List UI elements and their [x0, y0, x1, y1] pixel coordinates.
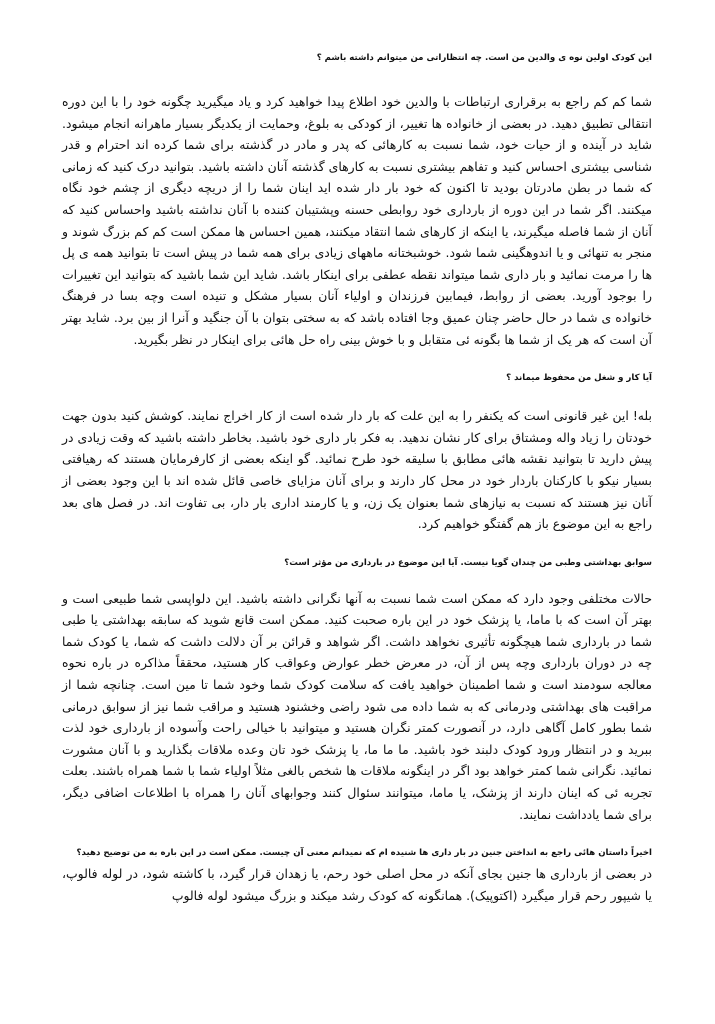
question-heading: این کودک اولین نوه ی والدین من است. چه انتظاراتی من میتوانم داشته باشم ؟: [316, 53, 652, 63]
answer-paragraph: در بعضی از بارداری ها جنین بجای آنکه در محل اصلی خود رحم، یا زهدان قرار گیرد، با کاشته شود، در لوله فالوپ، یا شیپور رحم قرار میگیرد (اکتوپیک). همانگونه که کودک رشد میکند و بزرگ میشود لوله فالوپ: [62, 866, 652, 903]
answer-paragraph: شما کم کم راجع به برقراری ارتباطات با والدین خود اطلاع پیدا خواهید کرد و یاد میگیرید چگونه خود را با این دوره انتقالی تطبیق دهید. در بعضی از خانواده ها تغییر، از کودکی به بلوغ، وحمایت از یکدیگر بسیار ماهرانه انجام میشود. شاید در آینده و از حیات خود، شما نسبت به کارهائی که پدر و مادر در گذشته برای شما کرده اند احترام و قدر شناسی بیشتری احساس کنید و تفاهم بیشتری نسبت به کارهای گذشته آنان داشته باشید. بتوانید درک کنید که زمانی که شما در بطن مادرتان بودید تا اکنون که خود بار دار شده اید اینان شما را از دریچه دیگری از چشم خود نگاه میکنند. اگر شما در این دوره از بارداری خود روابطی حسنه وپشتیبان کننده با آنان نداشته باشید واحساس کنید که آنان از شما فاصله میگیرند، یا اینکه از کارهای شما انتقاد میکنند، همین احساس ها ممکن است کم کم بزرگ شوند و منجر به تنهائی و یا اندوهگینی شما شود. خوشبختانه ماههای زیادی برای همه شما در پیش است تا بتوانید همه ی پل ها را مرمت نمائید و بار داری شما میتواند نقطه عطفی برای اینکار باشد. شاید این شما باشید که بتوانید این تغییرات را بوجود آورید. بعضی از روابط، فیمابین فرزندان و اولیاء آنان بسیار مشکل و تنیده است وچه بسا در فرهنگ خانواده ی شما در حال حاضر چنان عمیق وجا افتاده باشد که به سختی بتوان با آن جنگید و آنرا از بین برد. شاید بهتر آن است که هر یک از شما ها بگونه ئی متقابل و با خوش بینی راه حل هائی برای اینکار در نظر بگیرید.: [62, 94, 652, 347]
question-heading: اخیراً داستان هائی راجع به انداختن جنین در بار داری ها شنیده ام که نمیدانم معنی آن چیست. ممکن است در این باره به من توضیح دهید؟: [76, 848, 652, 859]
question-heading: آیا کار و شغل من محفوظ میماند ؟: [506, 373, 652, 384]
answer-paragraph: حالات مختلفی وجود دارد که ممکن است شما نسبت به آنها نگرانی داشته باشید. این دلواپسی شما طبیعی است و بهتر آن است که با ماما، یا پزشک خود در این باره صحبت کنید. ممکن است قانع شوید که سابقه بهداشتی یا طبی شما در بارداری شما هیچگونه تأثیری نخواهد داشت. اگر شواهد و قرائن بر آن دلالت داشت که شما، یا کودک شما چه در دوران بارداری وچه پس از آن، در معرض خطر عوارض وعواقب کار هستید، محققاً مذاکره در باره نحوه معالجه سودمند است و شما اطمینان خواهید یافت که سلامت کودک شما وخود شما تا مین است. چنانچه شما از مراقبت های بهداشتی ودرمانی که به شما داده می شود راضی وخشنود هستید و مراقب شما نیز از سوابق درمانی شما بطور کامل آگاهی دارد، در آنصورت کمتر نگران هستید و میتوانید با خیالی راحت وآسوده از بارداری خود لذت ببرید و در انتظار ورود کودک دلبند خود باشید. ما ما ما، یا پزشک خود تان وعده ملاقات بگذارید و با آنان مشورت نمائید. نگرانی شما کمتر خواهد بود اگر در اینگونه ملاقات ها شخص بالغی مثلاً اولیاء شما با شما همراه باشند. بعلت تجربه ئی که اینان دارند از پزشک، یا ماما، میتوانند سئوال کنند وجوابهای آنان را همراه با اطلاعات اضافی دیگر، برای شما یادداشت نمایند.: [62, 590, 652, 822]
question-heading: سوابق بهداشتی وطبی من چندان گویا نیست. آیا این موضوع در بارداری من مؤثر است؟: [284, 557, 652, 568]
answer-paragraph: بله! این غیر قانونی است که یکنفر را به این علت که بار دار شده است از کار اخراج نمایند. کوشش کنید بدون جهت خودتان را زیاد واله ومشتاق برای کار نشان ندهید. به فکر بار داری خود باشید. بخاطر داشته باشید که وقت زیادی در پیش دارید تا بتوانید نقشه هائی مطابق با سلیقه خود طرح نمائید. گو اینکه بعضی از کارفرمایان هستند که رهیافتی بسیار نیکو با کارکنان باردار خود در محل کار دارند و برای آنان مزایای خاصی قائل شده اند با این وجود بعضی از آنان نیز هستند که نسبت به نیازهای شما بعنوان یک زن، و یا کارمند اداری بار دار، بی تفاوت اند. در فصل های بعد راجع به این موضوع باز هم گفتگو خواهیم کرد.: [62, 408, 652, 532]
document-page: [62, 52, 652, 906]
